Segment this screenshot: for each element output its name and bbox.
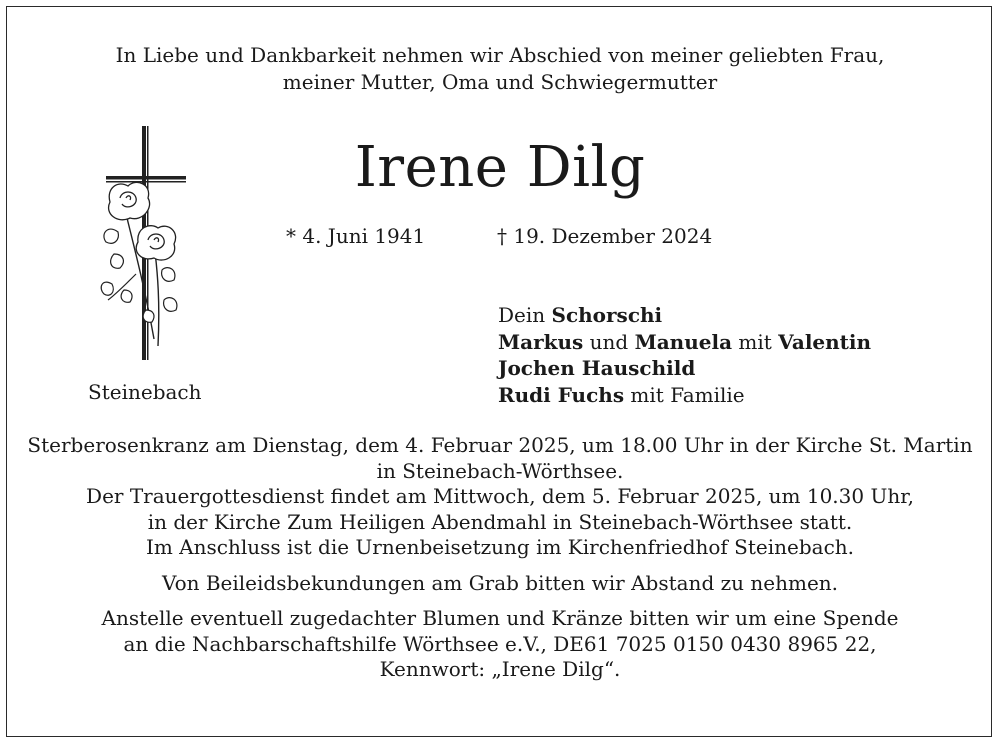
mourner-row <box>498 329 871 356</box>
intro-line-1: In Liebe und Dankbarkeit nehmen wir Abschied von meiner geliebten Frau, <box>115 43 885 67</box>
birth-date: * 4. Juni 1941 <box>286 224 426 248</box>
mourner-name: Rudi Fuchs <box>498 382 625 407</box>
mourner-prefix: Dein <box>498 303 552 327</box>
deceased-name: Irene Dilg <box>354 135 646 200</box>
mourner-connector: und <box>583 329 635 354</box>
spacer <box>0 596 1000 606</box>
intro-text <box>0 42 1000 96</box>
service-line-3: Im Anschluss ist die Urnenbeisetzung im Kirchenfriedhof Steinebach. <box>145 535 855 559</box>
place-label: Steinebach <box>88 380 202 404</box>
service-line-2: in der Kirche Zum Heiligen Abendmahl in Steinebach-Wörthsee statt. <box>147 509 853 534</box>
donation-line-2: an die Nachbarschaftshilfe Wörthsee e.V., DE61 7025 0150 0430 8965 22, <box>123 631 877 656</box>
mourner-row <box>498 355 871 382</box>
mourner-suffix: mit Familie <box>624 382 745 407</box>
intro-line-2: meiner Mutter, Oma und Schwiegermutter <box>282 70 718 94</box>
spacer <box>0 561 1000 571</box>
condolence-note: Von Beileidsbekundungen am Grab bitten wir Abstand zu nehmen. <box>161 570 839 595</box>
mourner-name: Manuela <box>634 329 733 354</box>
mourner-name: Markus <box>498 329 584 354</box>
donation-line-3: Kennwort: „Irene Dilg“. <box>379 657 621 681</box>
death-date: † 19. Dezember 2024 <box>497 224 713 248</box>
mourner-row <box>498 302 871 329</box>
donation-line-1: Anstelle eventuell zugedachter Blumen und Kränze bitten wir um eine Spende <box>101 606 899 630</box>
service-line-1: Der Trauergottesdienst findet am Mittwoch, dem 5. Februar 2025, um 10.30 Uhr, <box>86 484 914 508</box>
mourner-row <box>498 382 871 409</box>
mourner-name: Jochen Hauschild <box>498 356 696 380</box>
mourner-name: Valentin <box>778 329 872 354</box>
mourner-connector: mit <box>732 329 779 354</box>
service-details <box>0 433 1000 683</box>
mourner-name: Schorschi <box>551 303 663 327</box>
cross-with-roses-icon <box>96 124 186 364</box>
rosary-line-2: in Steinebach-Wörthsee. <box>376 458 624 483</box>
rosary-line-1: Sterberosenkranz am Dienstag, dem 4. Februar 2025, um 18.00 Uhr in der Kirche St. Martin <box>27 433 973 457</box>
mourners-list <box>498 302 871 408</box>
